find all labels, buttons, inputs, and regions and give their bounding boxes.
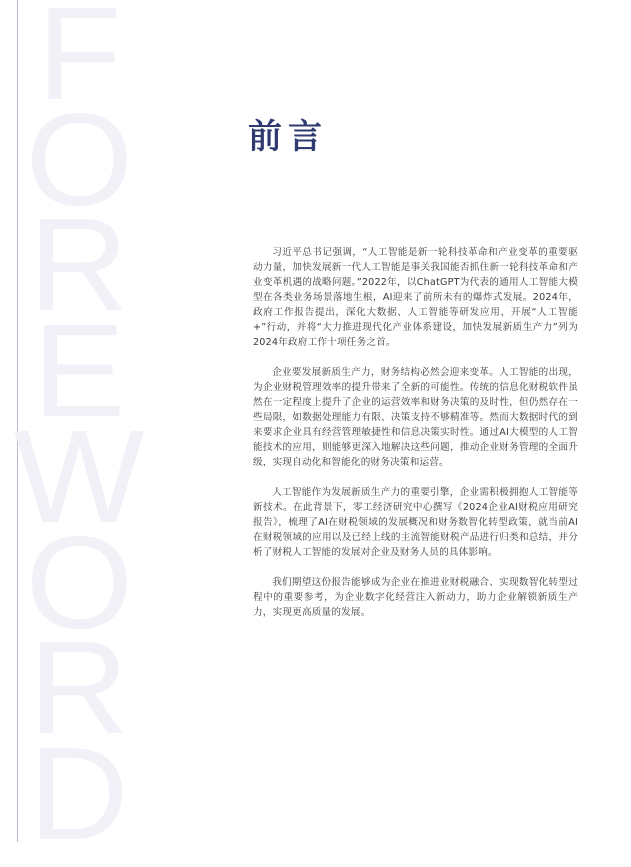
paragraph: 企业要发展新质生产力，财务结构必然会迎来变革。人工智能的出现，为企业财税管理效率的提升带来了全新的可能性。传统的信息化财税软件虽然在一定程度上提升了企业的运营效率和财务决策的及时性，但仍然存在一些局限，如数据处理能力有限、决策支持不够精准等。然而大数据时代的到来要求企业具有经营管理敏捷性和信息决策实时性。通过AI大模型的人工智能技术的应用，则能够更深入地解决这些问题，推动企业财务管理的全面升级，实现自动化和智能化的财务决策和运营。: [253, 367, 578, 468]
watermark-letter: R: [28, 614, 130, 762]
watermark-letter: D: [28, 719, 130, 867]
paragraph: 人工智能作为发展新质生产力的重要引擎，企业需积极拥抱人工智能等新技术。在此背景下，零工经济研究中心撰写《2024企业AI财税应用研究报告》，梳理了AI在财税领域的发展概况和财务数智化转型政策，就当前AI在财税领域的应用以及已经上线的主流智能财税产品进行归类和总结，并分析了财税人工智能的发展对企业及财务人员的具体影响。: [253, 487, 578, 558]
watermark-letter: F: [36, 0, 122, 127]
watermark-letter: O: [25, 508, 133, 656]
watermark-letter: R: [28, 191, 130, 339]
watermark-letter: W: [13, 402, 145, 550]
foreword-watermark: [13, 0, 145, 867]
paragraph: 习近平总书记强调，“人工智能是新一轮科技革命和产业变革的重要驱动力量，加快发展新一代人工智能是事关我国能否抓住新一轮科技革命和产业变革机遇的战略问题。”2022年，以ChatGPT为代表的通用人工智能大模型在各类业务场景落地生根，AI迎来了前所未有的爆炸式发展。2024年，政府工作报告提出，深化大数据、人工智能等研发应用，开展“人工智能+”行动，并将“大力推进现代化产业体系建设，加快发展新质生产力”列为2024年政府工作十项任务之首。: [253, 247, 578, 348]
page-title: 前言: [248, 117, 328, 157]
paragraph: 我们期望这份报告能够成为企业在推进业财税融合、实现数智化转型过程中的重要参考，为企业数字化经营注入新动力，助力企业解锁新质生产力，实现更高质量的发展。: [253, 577, 578, 618]
watermark-letter: O: [25, 85, 133, 233]
watermark-letter: E: [32, 297, 126, 445]
foreword-body: [253, 245, 578, 635]
